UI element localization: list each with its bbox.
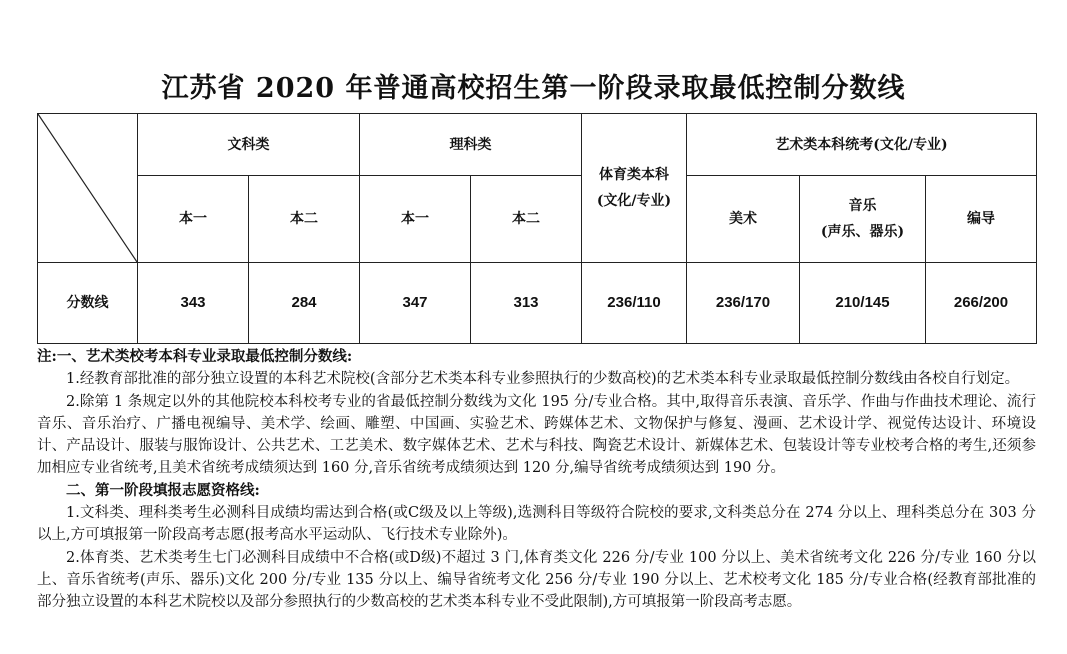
- notes-heading-1: 注:一、艺术类校考本科专业录取最低控制分数线:: [37, 348, 353, 365]
- header-wenke: 文科类: [138, 114, 360, 176]
- subheader-wenke-2: 本二: [249, 176, 360, 263]
- subheader-yinyue: [800, 176, 926, 263]
- subheader-wenke-1: 本一: [138, 176, 249, 263]
- value-meishu: 236/170: [687, 263, 800, 344]
- corner-cell: [38, 114, 138, 263]
- subheader-biandao: 编导: [926, 176, 1037, 263]
- value-wenke-2: 284: [249, 263, 360, 344]
- value-wenke-1: 343: [138, 263, 249, 344]
- value-tiyu: 236/110: [582, 263, 687, 344]
- header-tiyu: [582, 114, 687, 263]
- value-biandao: 266/200: [926, 263, 1037, 344]
- header-yishu: 艺术类本科统考(文化/专业): [687, 114, 1037, 176]
- value-like-2: 313: [471, 263, 582, 344]
- subheader-meishu: 美术: [687, 176, 800, 263]
- diagonal-line: [38, 114, 137, 262]
- score-table: [37, 113, 1037, 344]
- row-label: 分数线: [38, 263, 138, 344]
- subheader-like-2: 本二: [471, 176, 582, 263]
- table-row: [38, 263, 1037, 344]
- document-title: 江苏省 2020 年普通高校招生第一阶段录取最低控制分数线: [161, 73, 906, 104]
- subheader-yinyue-line2: (声乐、器乐): [820, 224, 905, 240]
- note-paragraph: 1.文科类、理科类考生必测科目成绩均需达到合格(或C级及以上等级),选测科目等级符合院校的要求,文科类总分在 274 分以上、理科类总分在 303 分以上,方可填报第一阶段高考志愿(报考高水平运动队、飞行技术专业除外)。: [37, 505, 1036, 544]
- note-paragraph: 1.经教育部批准的部分独立设置的本科艺术院校(含部分艺术类本科专业参照执行的少数高校)的艺术类本科专业录取最低控制分数线由各校自行划定。: [66, 371, 1020, 388]
- note-paragraph: 2.体育类、艺术类考生七门必测科目成绩中不合格(或D级)不超过 3 门,体育类文化 226 分/专业 100 分以上、美术省统考文化 226 分/专业 160 分以上、音乐省统考(声乐、器乐)文化 200 分/专业 135 分以上、编导省统考文化 256 分/专业 190 分以上、艺术校考文化 185 分/专业合格(经教育部批准的部分独立设置的本科艺术院校以及部分参照执行的少数高校的艺术类本科专业不受此限制),方可填报第一阶段高考志愿。: [37, 549, 1036, 611]
- notes-heading-2: 二、第一阶段填报志愿资格线:: [66, 481, 260, 499]
- header-tiyu-line1: 体育类本科: [599, 167, 669, 183]
- notes-section: [37, 346, 1036, 614]
- header-tiyu-line2: (文化/专业): [596, 193, 672, 209]
- subheader-yinyue-line1: 音乐: [848, 198, 877, 214]
- value-yinyue: 210/145: [800, 263, 926, 344]
- header-like: 理科类: [360, 114, 582, 176]
- subheader-like-1: 本一: [360, 176, 471, 263]
- note-paragraph: 2.除第 1 条规定以外的其他院校本科校考专业的省最低控制分数线为文化 195 分/专业合格。其中,取得音乐表演、音乐学、作曲与作曲技术理论、流行音乐、音乐治疗、广播电视编导、美术学、绘画、雕塑、中国画、实验艺术、跨媒体艺术、文物保护与修复、漫画、艺术设计学、视觉传达设计、环境设计、产品设计、服装与服饰设计、公共艺术、工艺美术、数字媒体艺术、艺术与科技、陶瓷艺术设计、新媒体艺术、包装设计等专业校考合格的考生,还须参加相应专业省统考,且美术省统考成绩须达到 160 分,音乐省统考成绩须达到 120 分,编导省统考成绩须达到 190 分。: [37, 393, 1036, 477]
- value-like-1: 347: [360, 263, 471, 344]
